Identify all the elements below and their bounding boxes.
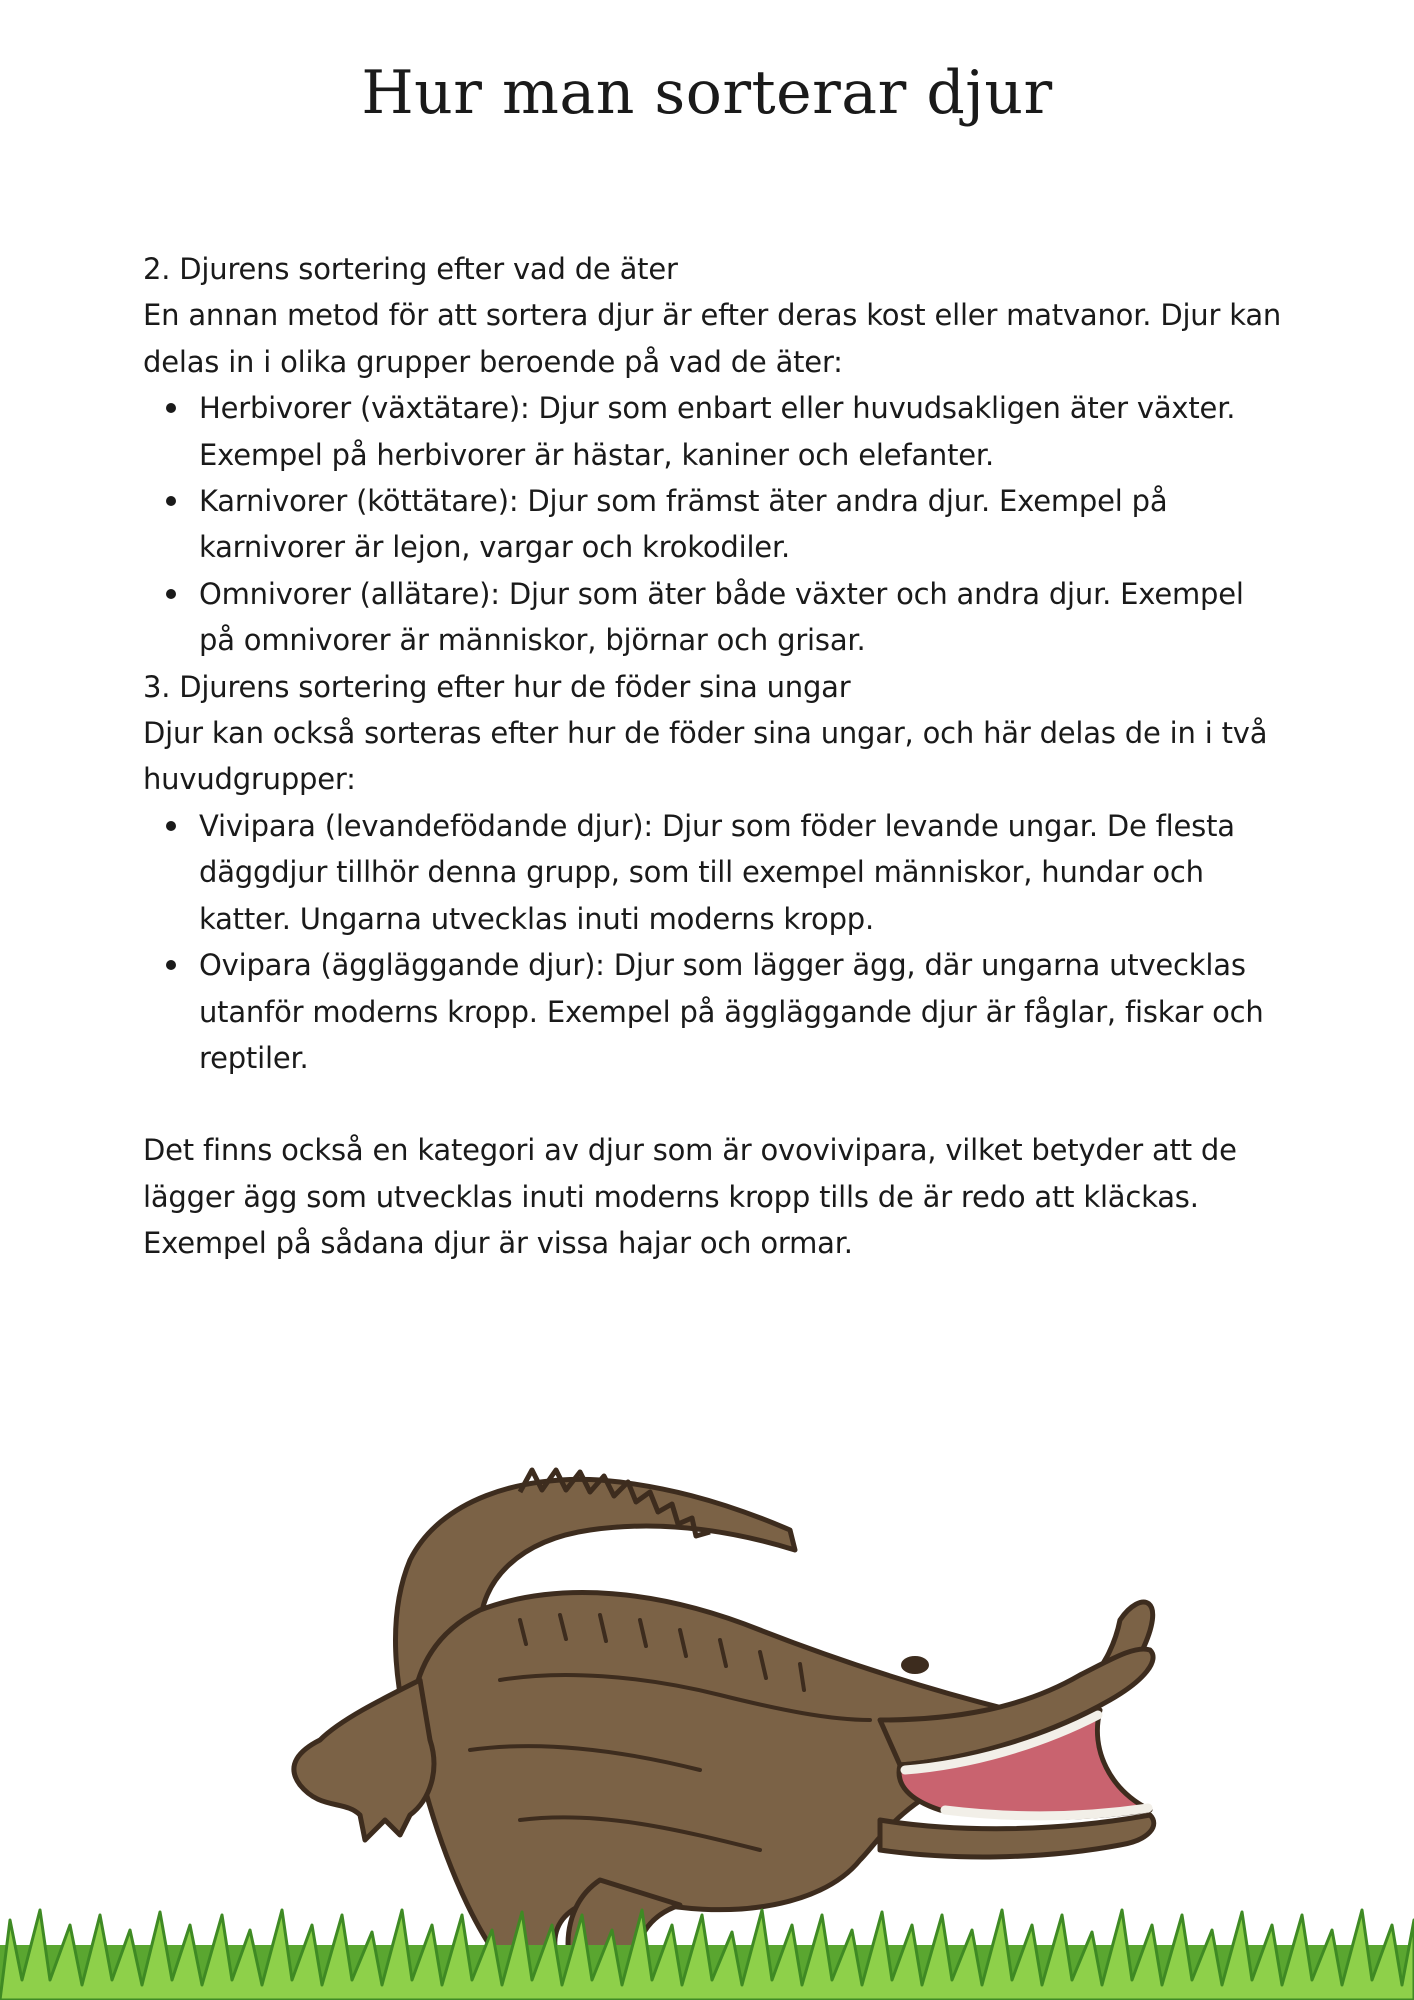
crocodile-lower-jaw [880, 1815, 1154, 1857]
section-intro-birth: Djur kan också sorteras efter hur de föder sina ungar, och här delas de in i två huvudgrupper: [143, 716, 1268, 797]
section-intro-diet: En annan metod för att sortera djur är efter deras kost eller matvanor. Djur kan delas in i olika grupper beroende på vad de äter: [143, 298, 1282, 379]
page-title: Hur man sorterar djur [361, 58, 1053, 128]
paragraph-spacer [143, 1081, 1283, 1127]
section-heading-diet: 2. Djurens sortering efter vad de äter [143, 252, 678, 286]
grass-blades [0, 1910, 1414, 2000]
crocodile-back-leg [294, 1680, 434, 1840]
crocodile-eye [901, 1656, 929, 1674]
list-item-herbivores: Herbivorer (växtätare): Djur som enbart eller huvudsakligen äter växter. Exempel på herbivorer är hästar, kaniner och elefanter. [199, 385, 1283, 478]
diet-list [143, 385, 1283, 663]
list-item-vivipara: Vivipara (levandefödande djur): Djur som föder levande ungar. De flesta däggdjur tillhör denna grupp, som till exempel människor, hundar och katter. Ungarna utvecklas inuti moderns kropp. [199, 803, 1283, 942]
grass-image [0, 1910, 1414, 2000]
crocodile-image [294, 1470, 1154, 2000]
document-body [143, 246, 1283, 1267]
crocodile-illustration [0, 1420, 1414, 2000]
list-item-ovipara: Ovipara (äggläggande djur): Djur som lägger ägg, där ungarna utvecklas utanför moderns kropp. Exempel på äggläggande djur är fåglar, fiskar och reptiler. [199, 942, 1283, 1081]
closing-paragraph: Det finns också en kategori av djur som är ovovivipara, vilket betyder att de lägger ägg som utvecklas inuti moderns kropp tills de är redo att kläckas. Exempel på sådana djur är vissa hajar och ormar. [143, 1133, 1237, 1261]
list-item-omnivores: Omnivorer (allätare): Djur som äter både växter och andra djur. Exempel på omnivorer är människor, björnar och grisar. [199, 571, 1283, 664]
list-item-carnivores: Karnivorer (köttätare): Djur som främst äter andra djur. Exempel på karnivorer är lejon, vargar och krokodiler. [199, 478, 1283, 571]
birth-list [143, 803, 1283, 1081]
section-heading-birth: 3. Djurens sortering efter hur de föder sina ungar [143, 669, 851, 704]
